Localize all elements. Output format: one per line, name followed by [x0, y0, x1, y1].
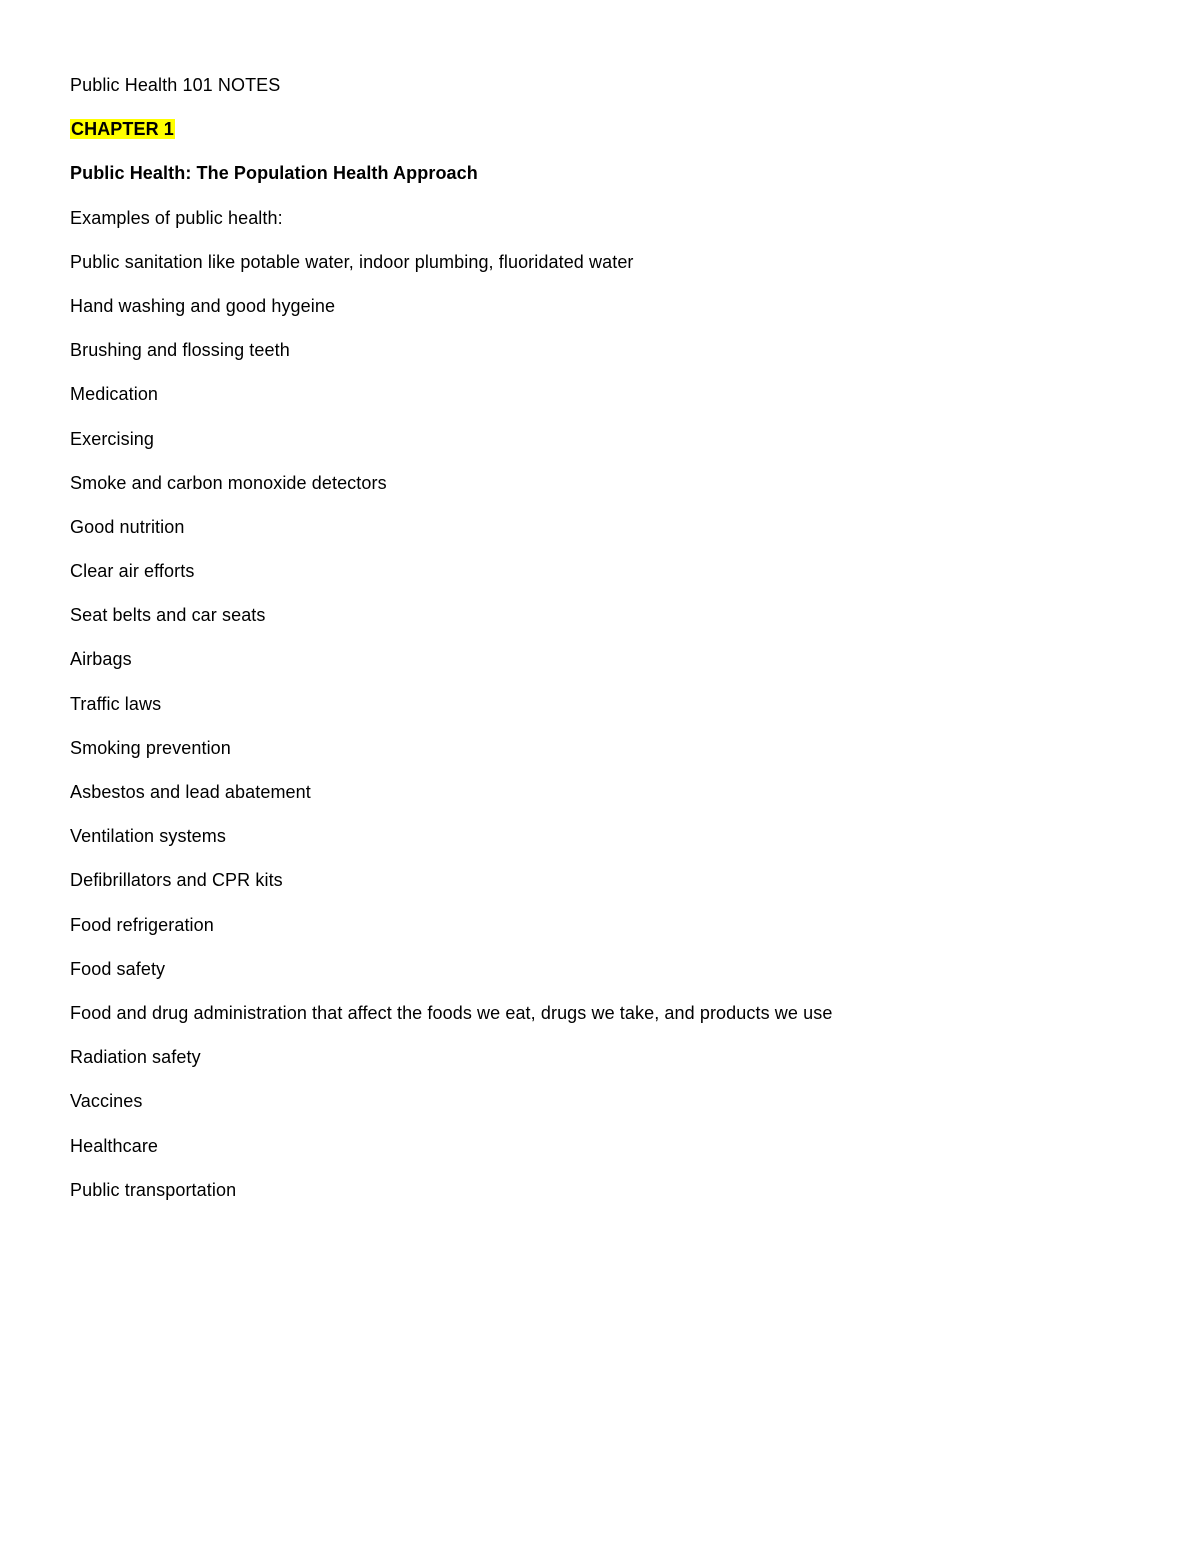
list-item: Seat belts and car seats — [70, 605, 266, 626]
list-item: Radiation safety — [70, 1047, 201, 1068]
list-item: Smoke and carbon monoxide detectors — [70, 472, 387, 493]
list-item: Public transportation — [70, 1179, 237, 1200]
list-item: Good nutrition — [70, 516, 185, 537]
document-content — [70, 72, 1130, 1221]
list-item: Food safety — [70, 958, 166, 979]
list-item: Hand washing and good hygeine — [70, 295, 336, 316]
list-item: Airbags — [70, 649, 132, 670]
list-item: Vaccines — [70, 1091, 143, 1112]
chapter-heading — [70, 116, 1130, 142]
section-heading: Public Health: The Population Health Approach — [70, 163, 478, 184]
list-item: Clear air efforts — [70, 561, 195, 582]
list-item: Smoking prevention — [70, 737, 231, 758]
list-item: Public sanitation like potable water, indoor plumbing, fluoridated water — [70, 251, 634, 272]
intro-text: Examples of public health: — [70, 207, 283, 228]
list-item: Traffic laws — [70, 693, 162, 714]
list-item: Ventilation systems — [70, 826, 226, 847]
list-item: Food and drug administration that affect the foods we eat, drugs we take, and products we use — [70, 1002, 833, 1023]
list-item: Healthcare — [70, 1135, 159, 1156]
list-item: Food refrigeration — [70, 914, 214, 935]
document-title: Public Health 101 NOTES — [70, 75, 281, 95]
list-item: Defibrillators and CPR kits — [70, 870, 283, 891]
list-item: Brushing and flossing teeth — [70, 340, 290, 361]
list-item: Medication — [70, 384, 159, 405]
list-item: Asbestos and lead abatement — [70, 782, 311, 802]
list-item: Exercising — [70, 428, 155, 449]
chapter-label: CHAPTER 1 — [71, 119, 174, 140]
